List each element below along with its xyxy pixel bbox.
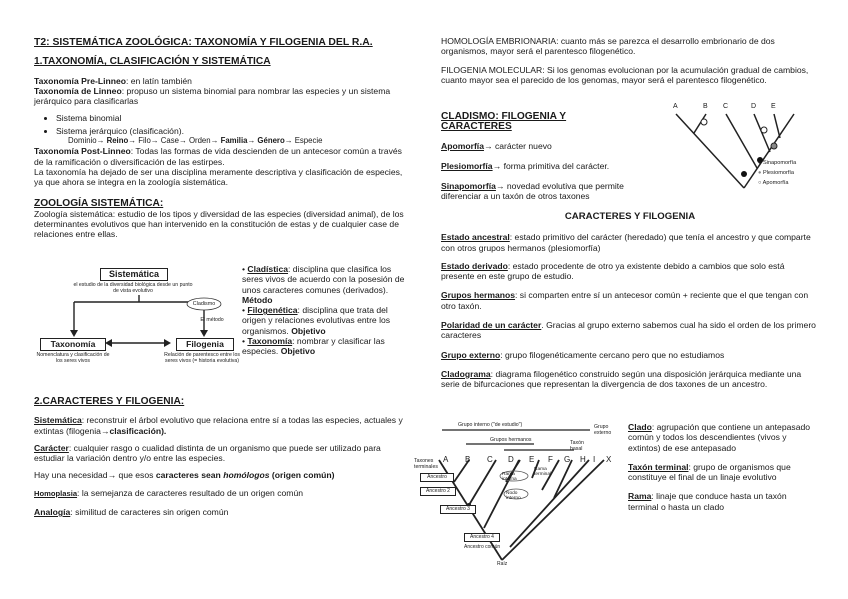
polaridad-text: . Gracias al grupo externo sabemos cual ha sido el orden de los primero caracteres [441, 320, 816, 341]
legend-sinapomorfia [758, 158, 796, 168]
definitions-beside-diagram [242, 264, 410, 357]
hier-genero: Género [257, 136, 285, 146]
taxones-terminales-label: Taxones terminales [414, 458, 438, 470]
taxon-terminal-item [628, 462, 818, 483]
ancestral-label: Estado ancestral [441, 232, 510, 243]
pre-linneo-text: : en latín también [126, 75, 192, 86]
plesiomorfia-node [771, 143, 777, 149]
paragraph-homoplasia [34, 488, 412, 499]
filogenia-subtitle: Relación de parentesco entre los seres vivos (= historia evolutiva) [164, 352, 240, 364]
ancestro3-box: Ancestro 3 [440, 505, 476, 514]
sinapomorfia-label: Sinapomorfía [441, 181, 496, 192]
letter-b: B [465, 455, 471, 464]
arrow: → [210, 136, 219, 146]
derivado-label: Estado derivado [441, 260, 508, 271]
clado-label: Clado [628, 422, 652, 432]
cladogram-diagram [414, 420, 622, 570]
cladistica-item: • Cladística: disciplina que clasifica los seres vivos de acuerdo con la posesión de unos caracteres comunes (derivados). Método [242, 264, 405, 305]
paragraph-homologia: HOMOLOGÍA EMBRIONARIA: cuanto más se parezca el desarrollo embrionario de dos organismos, mayor será el parentesco filogenético. [441, 36, 775, 57]
taxonomia-box: Taxonomía [40, 338, 106, 351]
caracteres-filogenia-title: CARACTERES Y FILOGENIA [564, 211, 696, 222]
paragraph-taxonomia-integrada: La taxonomía ha dejado de ser una disciplina meramente descriptiva y clasificación de especies, ya que ahora se integra en la zoología sistemática. [34, 166, 403, 188]
letter-c: C [487, 455, 493, 464]
taxonomia-tag: Objetivo [280, 346, 316, 357]
filogenetica-tag: Objetivo [291, 325, 326, 336]
taxonomia-label: Taxonomía [247, 336, 293, 347]
filogenia-box: Filogenia [176, 338, 234, 351]
sistematica-subtitle: el estudio de la diversidad biológica desde un punto de vista evolutivo [73, 282, 193, 294]
hermanos-label: Grupos hermanos [441, 290, 516, 301]
right-column-middle [441, 212, 819, 390]
letter-x: X [606, 455, 612, 464]
letter-h: H [580, 455, 586, 464]
legend-apo-text: Apomorfía [762, 180, 789, 186]
paragraph-polaridad [441, 320, 819, 341]
externo-text: : grupo filogenéticamente cercano pero que no estudiamos [500, 349, 725, 360]
apomorfia-item [441, 141, 653, 151]
rama-label: Rama [628, 491, 652, 502]
sistematica-box: Sistemática [100, 268, 168, 281]
tree-label-d: D [751, 103, 757, 110]
cladismo-section [441, 112, 653, 202]
sinapomorfia-text: → novedad evolutiva que permite diferenciar a un taxón de otros taxones [441, 181, 624, 202]
hier-case: Case [160, 136, 179, 146]
sistematica-bold: clasificación). [109, 425, 167, 436]
filogenetica-label: Filogenética [247, 305, 298, 316]
necesidad-bold: caracteres sean [155, 470, 224, 481]
plesiomorfia-label: Plesiomorfía [441, 160, 493, 171]
externo-label: Grupo externo [441, 349, 501, 360]
plesiomorfia-item [441, 161, 653, 171]
section-zoologia-title: ZOOLOGÍA SISTEMÁTICA: [34, 197, 164, 209]
letter-f: F [548, 455, 553, 464]
tree-label-b: B [703, 103, 708, 110]
ancestro4-box: Ancestro 4 [464, 533, 500, 542]
ancestro2-box: Ancestro 2 [420, 487, 456, 496]
legend-sin-text: Sinapomorfía [762, 160, 797, 166]
section-taxonomia-title: 1.TAXONOMÍA, CLASIFICACIÓN Y SISTEMÁTICA [34, 56, 271, 68]
necesidad-text: Hay una necesidad→ que esos [34, 470, 156, 481]
paragraph-pre-linneo [34, 76, 412, 86]
metodo-label: El método [200, 317, 224, 323]
cladismo-label: Cladismo [192, 301, 216, 307]
arrow: → [178, 136, 187, 146]
apomorfia-node [701, 119, 707, 125]
nodo-interno-label: Nodo interno [506, 491, 521, 501]
paragraph-post-linneo [34, 146, 412, 167]
filogenetica-item: • Filogenética: disciplina que trata del origen y relaciones evolutivas entre los organismos. Objetivo [242, 305, 391, 336]
grupo-interno-label: Grupo interno ("de estudio") [458, 422, 523, 428]
hier-filo: Filo [138, 136, 151, 146]
open-circle-icon: ○ [758, 180, 762, 186]
raiz-label: Raíz [497, 561, 508, 567]
caracter-label: Carácter [34, 442, 69, 453]
hier-orden: Orden [188, 136, 211, 146]
arrow: → [96, 136, 105, 146]
linneo-list [34, 113, 412, 136]
cladograma-label: Cladograma [441, 368, 491, 379]
analogia-label: Analogía [34, 507, 71, 518]
taxon-terminal-label: Taxón terminal [628, 461, 689, 472]
letter-d: D [508, 455, 514, 464]
legend-apomorfia [758, 178, 796, 188]
linneo-label: Taxonomía de Linneo [34, 85, 122, 96]
sistematica-label: Sistemática [34, 415, 82, 426]
ancestro-comun-label: Ancestro común [464, 544, 501, 550]
arrow: → [247, 136, 256, 146]
polaridad-label: Polaridad de un carácter [441, 320, 542, 331]
pre-linneo-label: Taxonomía Pre-Linneo [34, 75, 126, 86]
analogia-text: : similitud de caracteres sin origen común [70, 507, 229, 518]
sinapomorfia-item [441, 181, 653, 202]
tree-label-a: A [673, 103, 678, 110]
paragraph-sistematica [34, 415, 412, 436]
paragraph-ancestral [441, 232, 819, 253]
hierarchy-line [34, 136, 412, 146]
cladograma-text: : diagrama filogenético construido según una disposición jerárquica mediante una serie de bifurcaciones que representan la divergencia de dos taxones de un ancestro. [441, 368, 802, 390]
gray-circle-icon: ● [758, 170, 762, 176]
apomorfia-label: Apomorfía [441, 140, 484, 151]
linneo-text: : propuso un sistema binomial para nombrar las especies y un sistema jerárquico para clasificarlas [34, 85, 391, 107]
sistematica-diagram [34, 262, 239, 382]
page-title: T2: SISTEMÁTICA ZOOLÓGICA: TAXONOMÍA Y FILOGENIA DEL R.A. [34, 37, 373, 48]
sinapomorfia-node [741, 171, 747, 177]
section-caracteres-title: 2.CARACTERES Y FILOGENIA: [34, 396, 185, 407]
grupo-externo-label: Grupo externo [594, 424, 612, 436]
paragraph-externo [441, 350, 819, 360]
rama-terminal-label: Rama terminal [534, 467, 552, 477]
plesiomorfia-text: → forma primitiva del carácter. [492, 160, 610, 171]
arrow: → [150, 136, 159, 146]
character-tree-diagram [664, 100, 814, 198]
tree-label-c: C [723, 103, 729, 110]
sistematica-text: : reconstruir el árbol evolutivo que relaciona entre sí a todas las especies, actuales y extintas (filogenia→ [34, 415, 403, 436]
post-linneo-text: : Todas las formas de vida descienden de un antecesor común a través de la ramificación o diversificación de las estirpes. [34, 146, 402, 167]
homoplasia-label: Homoplasia [34, 488, 78, 498]
letter-e: E [529, 455, 535, 464]
cladistica-tag: Método [242, 294, 273, 305]
filled-circle-icon: ● [758, 160, 762, 166]
ancestro-box: Ancestro [420, 473, 454, 482]
tree-legend [758, 158, 796, 188]
cladogram-definitions [628, 422, 818, 512]
necesidad-end: (origen común) [269, 470, 335, 481]
hier-especie: Especie [294, 136, 323, 146]
necesidad-italic: homólogos [223, 470, 270, 481]
cladismo-title: CLADISMO: FILOGENIA Y CARACTERES [441, 111, 567, 133]
hier-dominio: Dominio [68, 136, 97, 146]
paragraph-necesidad [34, 470, 412, 480]
taxonomia-subtitle: Nomenclatura y clasificación de los seres vivos [36, 352, 110, 364]
cladistica-label: Cladística [247, 264, 289, 274]
taxonomia-item: • Taxonomía: nombrar y clasificar las especies. Objetivo [242, 336, 385, 357]
derivado-text: : estado procedente de otro ya existente debido a cambios que solo está presente en este grupo de estudio. [441, 260, 785, 282]
arrow: → [128, 136, 137, 146]
legend-ple-text: Plesiomorfía [762, 170, 795, 176]
apomorfia-node [761, 127, 767, 133]
rama-interna-label: Rama interna [502, 472, 517, 482]
paragraph-analogia [34, 507, 412, 517]
clado-text: : agrupación que contiene un antepasado común y todos los descendientes (vivos y extintos) de ese antepasado [628, 422, 811, 453]
paragraph-zoologia: Zoología sistemática: estudio de los tipos y diversidad de las especies (diversidad animal), de los determinantes evolutivos que han intervenido en la constitución de estas y de cualquier case de relaciones entre ellas. [34, 208, 404, 240]
cladistica-text: : disciplina que clasifica los seres vivos de acuerdo con la posesión de unos caracteres comunes (derivados). [242, 264, 405, 295]
tree-label-e: E [771, 103, 776, 110]
paragraph-cladograma [441, 369, 819, 390]
post-linneo-label: Taxonomía Post-Linneo [34, 146, 131, 157]
paragraph-linneo [34, 86, 412, 107]
taxon-terminal-text: : grupo de organismos que constituye el final de un linaje evolutivo [628, 461, 791, 483]
homoplasia-text: : la semejanza de caracteres resultado de un origen común [77, 487, 304, 498]
rama-text: : linaje que conduce hasta un taxón terminal o hasta un clado [628, 491, 787, 512]
caracter-text: : cualquier rasgo o cualidad distinta de un organismo que puede ser utilizado para estudiar la variación dentro y/o entre las especies. [34, 442, 381, 464]
legend-plesiomorfia [758, 168, 796, 178]
letter-g: G [564, 455, 571, 464]
list-item: • Sistema binomial [56, 113, 412, 123]
letter-i: I [593, 455, 596, 464]
paragraph-caracter [34, 443, 412, 464]
list-item: • Sistema jerárquico (clasificación). [56, 126, 412, 136]
filogenetica-text: : disciplina que trata del origen y relaciones evolutivas entre los organismos. [242, 305, 391, 336]
hermanos-text: : si comparten entre sí un antecesor común + reciente que el que tengan con otro taxón. [441, 290, 809, 311]
left-column-lower [34, 397, 412, 517]
arrow: → [284, 136, 293, 146]
hier-familia: Familia [220, 136, 248, 146]
hier-reino: Reino [106, 136, 129, 146]
taxon-basal-label: Taxón basal [570, 440, 584, 452]
paragraph-molecular: FILOGENIA MOLECULAR: Si los genomas evolucionan por la acumulación gradual de cambios, cuanto mayor sea el parecido de los genomas, mayor será el parentesco filogenético. [441, 64, 809, 85]
paragraph-derivado [441, 261, 819, 282]
left-column [34, 38, 412, 240]
ancestral-text: : estado primitivo del carácter (heredado) que tenía el ancestro y que comparte con otros grupos hermanos (plesiomorfía) [441, 232, 811, 253]
grupos-hermanos-label: Grupos hermanos [490, 437, 532, 443]
apomorfia-text: → carácter nuevo [483, 140, 552, 151]
clado-item [628, 422, 818, 453]
right-column-top [441, 36, 817, 85]
rama-item [628, 491, 818, 512]
paragraph-hermanos [441, 290, 819, 311]
letter-a: A [443, 455, 449, 464]
taxonomia-text: : nombrar y clasificar las especies. [242, 336, 385, 357]
